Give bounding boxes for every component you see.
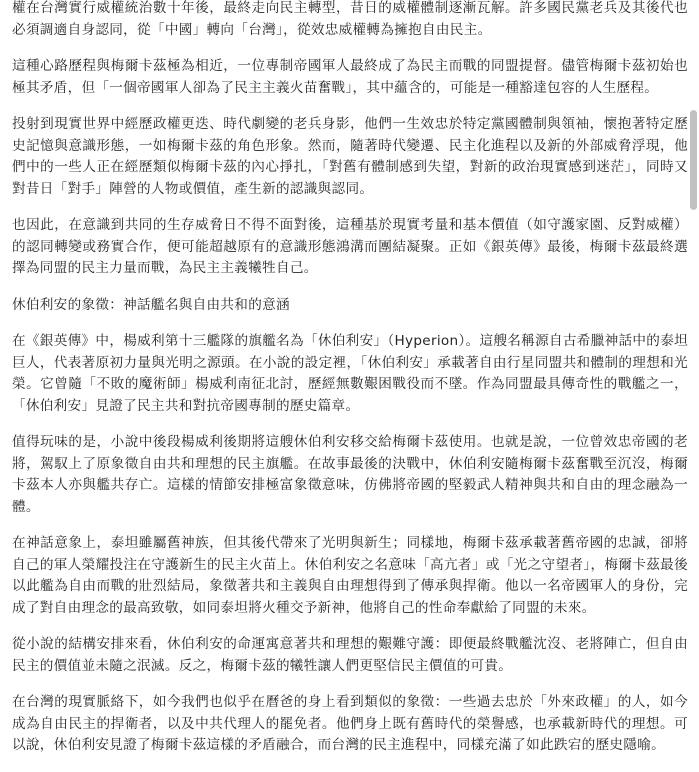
paragraph: 值得玩味的是，小說中後段楊威利後期將這艘休伯利安移交給梅爾卡茲使用。也就是說，一位曾效忠帝國的老將，駕馭上了原象徵自由共和理想的民主旗艦。在故事最後的決戰中，休伯利安隨梅爾卡茲奮戰至沉沒，梅爾卡茲本人亦與艦共存亡。這樣的情節安排極富象徵意味，仿佛將帝國的堅毅武人精神與共和自由的理念融為一體。 xyxy=(12,434,688,515)
article-body xyxy=(12,0,688,772)
paragraph: 在《銀英傳》中，楊威利第十三艦隊的旗艦名為「休伯利安」（Hyperion）。這艘名稱源自古希臘神話中的泰坦巨人，代表著原初力量與光明之源頭。在小說的設定裡，「休伯利安」承載著自由行星同盟共和體制的理想和光榮。它曾隨「不敗的魔術師」楊威利南征北討，歷經無數艱困戰役而不墜。作為同盟最具傳奇性的戰艦之一，「休伯利安」見證了民主共和對抗帝國專制的歷史篇章。 xyxy=(12,333,688,414)
paragraph: 在台灣的現實脈絡下，如今我們也似乎在曆爸的身上看到類似的象徵：一些過去忠於「外來政權」的人，如今成為自由民主的捍衛者，以及中共代理人的罷免者。他們身上既有舊時代的榮譽感，也承載新時代的理想。可以說，休伯利安見證了梅爾卡茲這樣的矛盾融合，而台灣的民主進程中，同樣充滿了如此跌宕的歷史隱喻。 xyxy=(12,694,688,753)
paragraph: 投射到現實世界中經歷政權更迭、時代劇變的老兵身影，他們一生效忠於特定黨國體制與領袖，懷抱著特定歷史記憶與意識形態，一如梅爾卡茲的角色形象。然而，隨著時代變遷、民主化進程以及新的外部威脅浮現，他們中的一些人正在經歷類似梅爾卡茲的內心掙扎，「對舊有體制感到失望，對新的政治現實感到迷茫」，同時又對昔日「對手」陣營的人物或價值，產生新的認識與認同。 xyxy=(12,116,688,197)
paragraph: 也因此，在意識到共同的生存威脅日不得不面對後，這種基於現實考量和基本價值（如守護家園、反對威權）的認同轉變或務實合作，便可能超越原有的意識形態鴻溝而團結凝聚。正如《銀英傳》最後，梅爾卡茲最終選擇為同盟的民主力量而戰，為民主主義犧牲自己。 xyxy=(12,217,688,276)
paragraph: 這種心路歷程與梅爾卡茲極為相近，一位專制帝國軍人最終成了為民主而戰的同盟提督。儘管梅爾卡茲初始也極其矛盾，但「一個帝國軍人卻為了民主主義火苗奮戰」，其中蘊含的，可能是一種豁達包容的人生歷程。 xyxy=(12,58,688,96)
scrollbar-thumb[interactable] xyxy=(690,110,697,210)
paragraph: 在神話意象上，泰坦雖屬舊神族，但其後代帶來了光明與新生；同樣地，梅爾卡茲承載著舊帝國的忠誠，卻將自己的軍人榮耀投注在守護新生的民主火苗上。休伯利安之名意味「高亢者」或「光之守望者」，梅爾卡茲最後以此艦為自由而戰的壯烈結局，象徵著共和主義與自由理想得到了傳承與捍衛。他以一名帝國軍人的身份，完成了對自由理念的最高致敬，如同泰坦將火種交予新神，他將自己的性命奉獻給了同盟的未來。 xyxy=(12,535,688,616)
paragraph: 權在台灣實行威權統治數十年後，最終走向民主轉型，昔日的威權體制逐漸瓦解。許多國民黨老兵及其後代也必須調適自身認同，從「中國」轉向「台灣」，從效忠威權轉為擁抱自由民主。 xyxy=(12,0,688,38)
paragraph: 從小說的結構安排來看，休伯利安的命運寓意著共和理想的艱難守護：即便最終戰艦沈沒、老將陣亡，但自由民主的價值並未隨之泯滅。反之，梅爾卡茲的犧牲讓人們更堅信民主價值的可貴。 xyxy=(12,636,688,674)
section-heading: 休伯利安的象徵：神話艦名與自由共和的意涵 xyxy=(12,296,290,313)
